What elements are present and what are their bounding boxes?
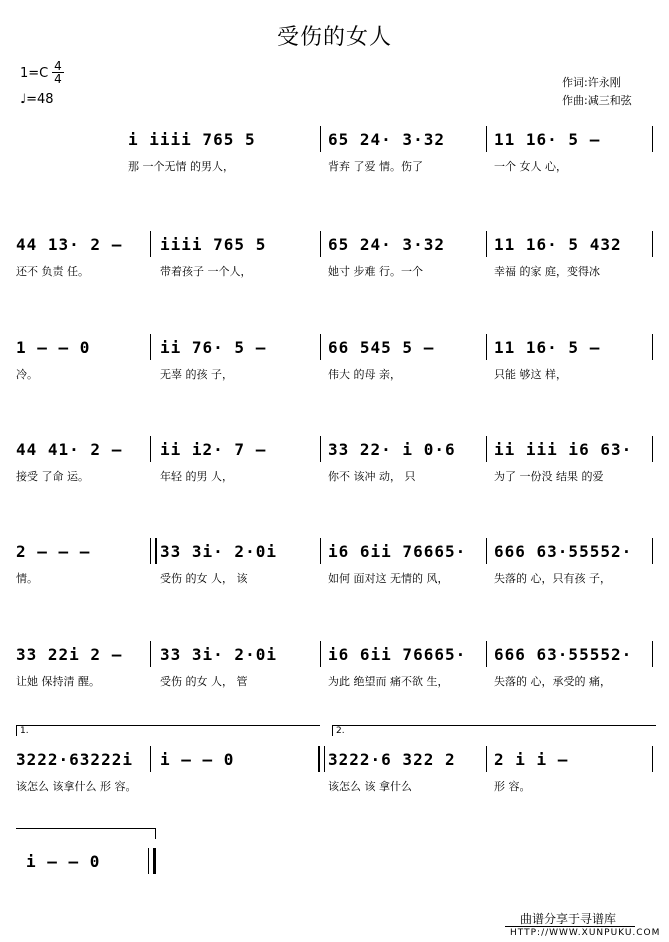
score-line-1 xyxy=(0,130,669,200)
score-line-4 xyxy=(0,440,669,510)
note-sequence: 666 63·55552· xyxy=(494,542,633,561)
lyric-text: 你不 该冲 动， 只 xyxy=(328,470,416,483)
barline xyxy=(486,231,487,257)
lyric-text: 无辜 的孩 子， xyxy=(160,368,233,381)
note-sequence: 65 24· 3·32 xyxy=(328,130,445,149)
time-signature-bottom: 4 xyxy=(52,72,64,85)
barline xyxy=(320,436,321,462)
score-line-7 xyxy=(0,750,669,820)
barline xyxy=(652,746,653,772)
barline xyxy=(652,641,653,667)
note-sequence: 11 16· 5 – xyxy=(494,338,601,357)
final-ending-bracket xyxy=(16,828,156,839)
note-sequence: 33 22i 2 – xyxy=(16,645,123,664)
composer-credit: 作曲:减三和弦 xyxy=(562,94,632,107)
barline xyxy=(150,334,151,360)
barline xyxy=(320,231,321,257)
repeat-start-barline xyxy=(150,538,157,564)
lyric-text: 年轻 的男 人， xyxy=(160,470,233,483)
lyric-text: 受伤 的女 人， 该 xyxy=(160,572,248,585)
note-sequence: 2 i i – xyxy=(494,750,569,769)
lyric-text: 受伤 的女 人， 管 xyxy=(160,675,248,688)
note-sequence: 2 – – – xyxy=(16,542,91,561)
note-sequence: 66 545 5 – xyxy=(328,338,435,357)
barline xyxy=(150,746,151,772)
lyric-text: 一个 女人 心， xyxy=(494,160,567,173)
time-signature xyxy=(52,60,64,85)
tempo-marking: ♩=48 xyxy=(20,92,54,107)
lyric-text: 为了 一份没 结果 的爱 xyxy=(494,470,604,483)
barline xyxy=(652,126,653,152)
barline xyxy=(320,538,321,564)
lyric-text: 她寸 步难 行。一个 xyxy=(328,265,423,278)
barline xyxy=(652,436,653,462)
note-sequence: i iiii 765 5 xyxy=(128,130,256,149)
lyricist-credit: 作词:许永刚 xyxy=(562,76,621,89)
lyric-text: 背弃 了爱 情。伤了 xyxy=(328,160,423,173)
barline xyxy=(150,641,151,667)
note-sequence: i6 6ii 76665· xyxy=(328,542,467,561)
note-sequence: 44 41· 2 – xyxy=(16,440,123,459)
barline xyxy=(150,231,151,257)
note-sequence: 11 16· 5 – xyxy=(494,130,601,149)
barline xyxy=(486,746,487,772)
lyric-text: 那 一个无情 的男人， xyxy=(128,160,234,173)
note-sequence: i6 6ii 76665· xyxy=(328,645,467,664)
barline xyxy=(320,334,321,360)
note-sequence: 1 – – 0 xyxy=(16,338,91,357)
barline xyxy=(652,334,653,360)
note-sequence: 33 3i· 2·0i xyxy=(160,645,277,664)
note-sequence: ii i2· 7 – xyxy=(160,440,267,459)
final-barline xyxy=(148,848,156,874)
lyric-text: 情。 xyxy=(16,572,38,585)
barline xyxy=(486,641,487,667)
lyric-text: 幸福 的家 庭，变得冰 xyxy=(494,265,600,278)
lyric-text: 只能 够这 样， xyxy=(494,368,567,381)
barline xyxy=(486,126,487,152)
lyric-text: 该怎么 该拿什么 形 容。 xyxy=(16,780,137,793)
barline xyxy=(486,334,487,360)
repeat-end-barline xyxy=(318,746,325,772)
footer-source: 曲谱分享于寻谱库 xyxy=(520,912,617,926)
score-line-2 xyxy=(0,235,669,305)
score-line-6 xyxy=(0,645,669,715)
note-sequence: 65 24· 3·32 xyxy=(328,235,445,254)
lyric-text: 失落的 心，承受的 痛， xyxy=(494,675,611,688)
note-sequence: 11 16· 5 432 xyxy=(494,235,622,254)
note-sequence: iiii 765 5 xyxy=(160,235,267,254)
first-ending-label: 1. xyxy=(20,726,29,736)
note-sequence: ii iii i6 63· xyxy=(494,440,633,459)
barline xyxy=(320,126,321,152)
note-sequence: 44 13· 2 – xyxy=(16,235,123,254)
barline xyxy=(486,436,487,462)
note-sequence: 33 3i· 2·0i xyxy=(160,542,277,561)
first-ending-bracket xyxy=(16,725,320,736)
score-title: 受伤的女人 xyxy=(276,25,392,50)
lyric-text: 该怎么 该 拿什么 xyxy=(328,780,412,793)
note-sequence: 666 63·55552· xyxy=(494,645,633,664)
lyric-text: 让她 保持清 醒。 xyxy=(16,675,100,688)
note-sequence: i – – 0 xyxy=(160,750,235,769)
key-signature: 1=C xyxy=(20,66,49,81)
note-sequence: 3222·63222i xyxy=(16,750,133,769)
lyric-text: 如何 面对这 无情的 风， xyxy=(328,572,449,585)
footer-url: HTTP://WWW.XUNPUKU.COM xyxy=(510,928,661,938)
lyric-text: 带着孩子 一个人， xyxy=(160,265,252,278)
second-ending-bracket xyxy=(332,725,656,736)
barline xyxy=(652,231,653,257)
lyric-text: 形 容。 xyxy=(494,780,531,793)
lyric-text: 还不 负责 任。 xyxy=(16,265,89,278)
barline xyxy=(150,436,151,462)
second-ending-label: 2. xyxy=(336,726,345,736)
note-sequence: i – – 0 xyxy=(26,852,101,871)
lyric-text: 为此 绝望而 痛不欲 生， xyxy=(328,675,449,688)
time-signature-top: 4 xyxy=(54,59,62,73)
score-line-3 xyxy=(0,338,669,408)
note-sequence: ii 76· 5 – xyxy=(160,338,267,357)
barline xyxy=(652,538,653,564)
barline xyxy=(320,641,321,667)
lyric-text: 冷。 xyxy=(16,368,38,381)
barline xyxy=(486,538,487,564)
lyric-text: 接受 了命 运。 xyxy=(16,470,89,483)
score-line-5 xyxy=(0,542,669,612)
note-sequence: 33 22· i 0·6 xyxy=(328,440,456,459)
note-sequence: 3222·6 322 2 xyxy=(328,750,456,769)
lyric-text: 失落的 心，只有孩 子， xyxy=(494,572,611,585)
lyric-text: 伟大 的母 亲， xyxy=(328,368,401,381)
